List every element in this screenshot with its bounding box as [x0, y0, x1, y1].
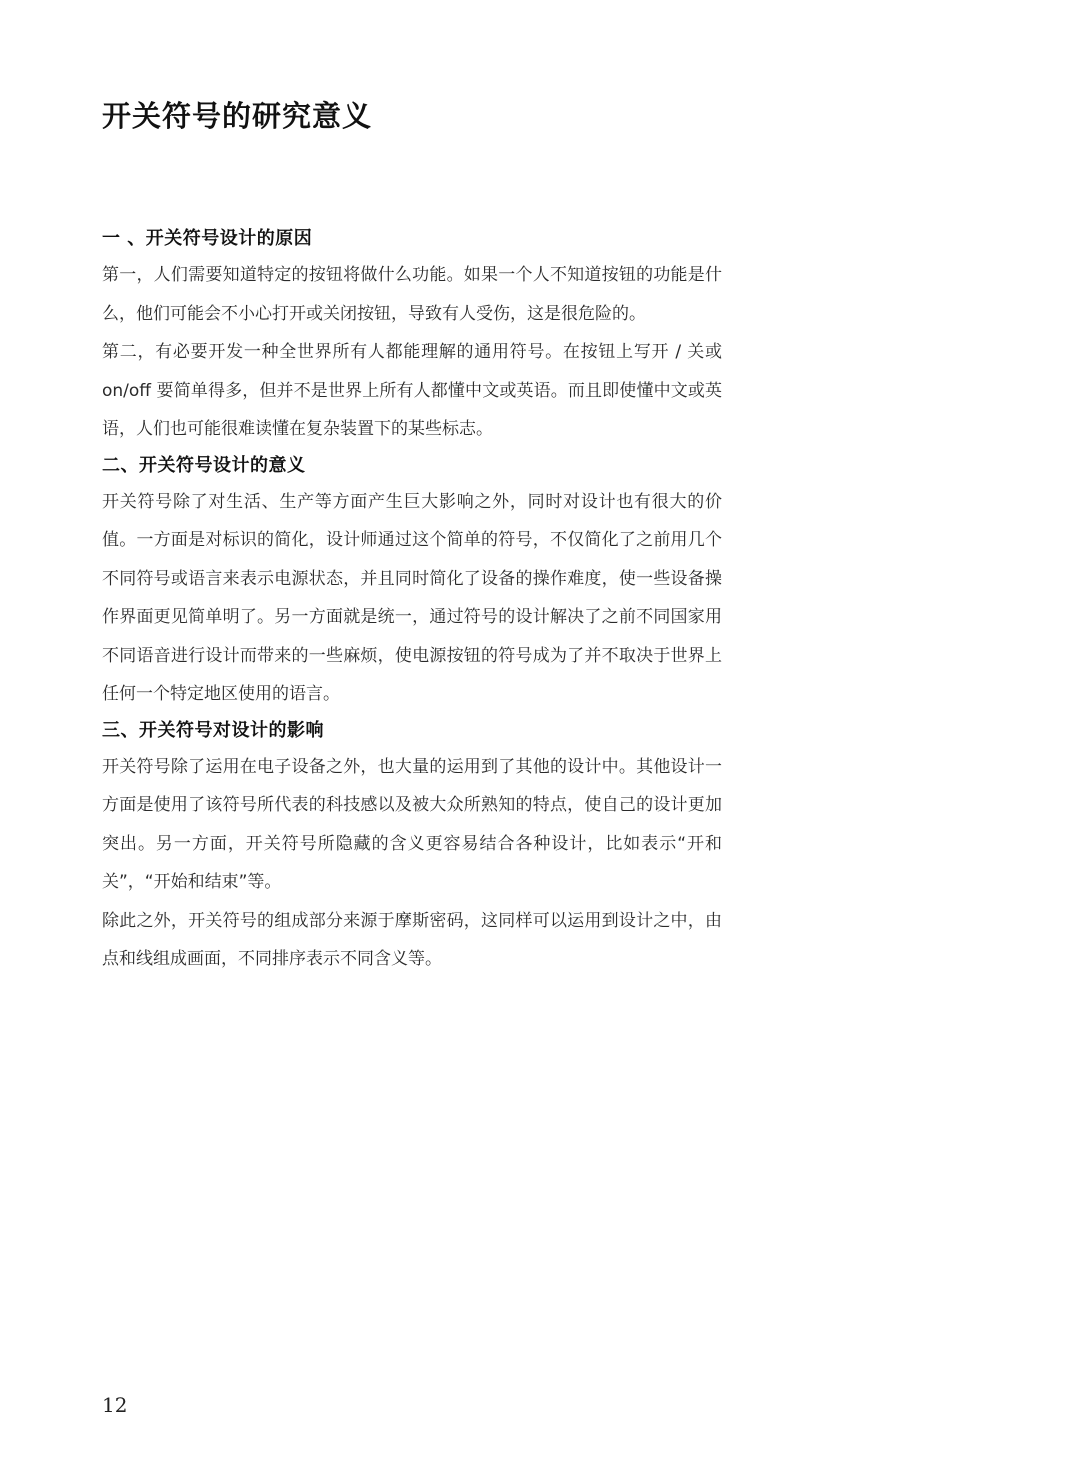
section-heading: 一 、开关符号设计的原因 — [102, 228, 313, 249]
paragraph: 除此之外，开关符号的组成部分来源于摩斯密码，这同样可以运用到设计之中，由点和线组成画面，不同排序表示不同含义等。 — [102, 910, 722, 969]
section-reasons — [102, 222, 722, 449]
body-content — [102, 222, 722, 979]
section-heading: 二、开关符号设计的意义 — [102, 454, 306, 476]
paragraph: 第二，有必要开发一种全世界所有人都能理解的通用符号。在按钮上写开 / 关或 on/off 要简单得多，但并不是世界上所有人都懂中文或英语。而且即使懂中文或英语，人们也可能很难读懂在复杂装置下的某些标志。 — [102, 342, 722, 439]
page-title: 开关符号的研究意义 — [102, 99, 373, 133]
page-number: 12 — [102, 1393, 128, 1417]
paragraph: 第一，人们需要知道特定的按钮将做什么功能。如果一个人不知道按钮的功能是什么，他们可能会不小心打开或关闭按钮，导致有人受伤，这是很危险的。 — [102, 265, 722, 324]
paragraph: 开关符号除了对生活、生产等方面产生巨大影响之外，同时对设计也有很大的价值。一方面是对标识的简化，设计师通过这个简单的符号，不仅简化了之前用几个不同符号或语言来表示电源状态，并且同时简化了设备的操作难度，使一些设备操作界面更见简单明了。另一方面就是统一，通过符号的设计解决了之前不同国家用不同语音进行设计而带来的一些麻烦，使电源按钮的符号成为了并不取决于世界上任何一个特定地区使用的语言。 — [102, 491, 722, 704]
section-influence — [102, 714, 722, 979]
section-significance — [102, 449, 722, 714]
section-heading: 三、开关符号对设计的影响 — [102, 719, 324, 741]
paragraph: 开关符号除了运用在电子设备之外，也大量的运用到了其他的设计中。其他设计一方面是使用了该符号所代表的科技感以及被大众所熟知的特点，使自己的设计更加突出。另一方面，开关符号所隐藏的含义更容易结合各种设计，比如表示“开和关”，“开始和结束”等。 — [102, 756, 722, 892]
